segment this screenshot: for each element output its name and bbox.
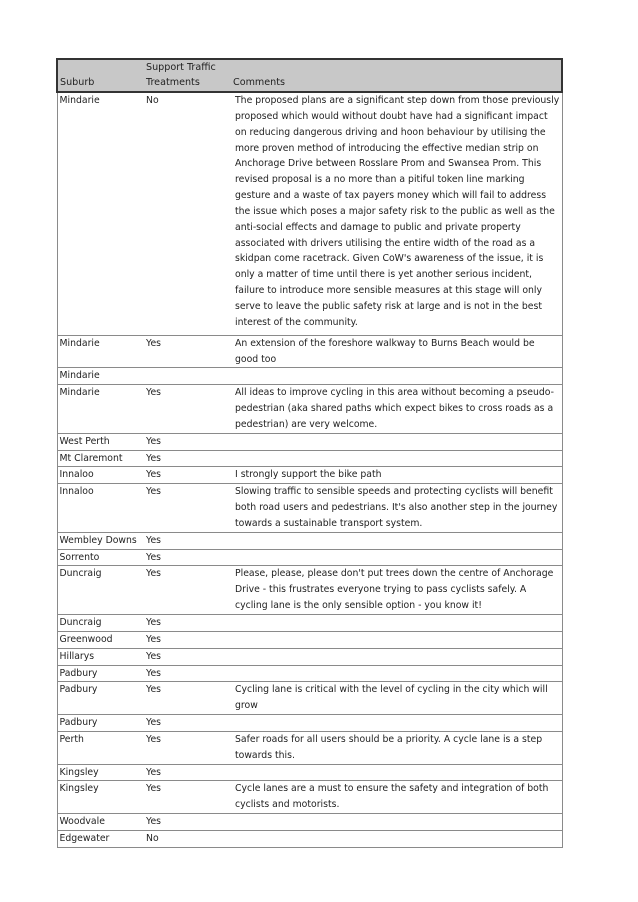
table-row — [57, 532, 562, 549]
table-row — [57, 615, 562, 632]
support-cell: Yes — [144, 450, 231, 467]
table-row — [57, 450, 562, 467]
comment-cell — [231, 615, 562, 632]
table-row — [57, 830, 562, 847]
comment-cell: Safer roads for all users should be a priority. A cycle lane is a step towards this. — [231, 731, 562, 764]
suburb-cell: Wembley Downs — [57, 532, 144, 549]
table-row — [57, 715, 562, 732]
document-page — [56, 58, 561, 848]
table-row — [57, 814, 562, 831]
suburb-cell: Woodvale — [57, 814, 144, 831]
support-cell: Yes — [144, 532, 231, 549]
suburb-cell: Padbury — [57, 665, 144, 682]
support-cell: Yes — [144, 385, 231, 434]
table-row — [57, 648, 562, 665]
support-cell: Yes — [144, 335, 231, 368]
table-row — [57, 566, 562, 615]
suburb-cell: Innaloo — [57, 484, 144, 533]
table-row — [57, 467, 562, 484]
support-cell: Yes — [144, 433, 231, 450]
support-cell: Yes — [144, 665, 231, 682]
support-cell: Yes — [144, 814, 231, 831]
suburb-cell: Kingsley — [57, 781, 144, 814]
table-body — [57, 92, 562, 847]
support-cell: Yes — [144, 549, 231, 566]
table-row — [57, 781, 562, 814]
support-cell: Yes — [144, 631, 231, 648]
suburb-cell: Sorrento — [57, 549, 144, 566]
support-cell: No — [144, 830, 231, 847]
comment-cell — [231, 715, 562, 732]
comment-cell — [231, 450, 562, 467]
comment-cell — [231, 814, 562, 831]
comment-cell — [231, 368, 562, 385]
suburb-cell: Kingsley — [57, 764, 144, 781]
support-cell — [144, 368, 231, 385]
table-row — [57, 368, 562, 385]
support-cell: Yes — [144, 764, 231, 781]
suburb-cell: Greenwood — [57, 631, 144, 648]
table-row — [57, 731, 562, 764]
support-cell: Yes — [144, 648, 231, 665]
table-row — [57, 631, 562, 648]
suburb-cell: Mindarie — [57, 368, 144, 385]
header-support: Support Traffic Treatments — [144, 59, 231, 92]
comment-cell: The proposed plans are a significant step down from those previously proposed which would without doubt have had a significant impact on reducing dangerous driving and hoon behaviour by utilising the more proven method of introducing the effective median strip on Anchorage Drive between Rosslare Prom and Swansea Prom. This revised proposal is a no more than a pitiful token line marking gesture and a waste of tax payers money which will fail to address the issue which poses a major safety risk to the public as well as the anti-social effects and damage to public and private property associated with drivers utilising the entire width of the road as a skidpan come racetrack. Given CoW's awareness of the issue, it is only a matter of time until there is yet another serious incident, failure to introduce more sensible measures at this stage will only serve to leave the public safety risk at large and is not in the best interest of the community. — [231, 92, 562, 335]
suburb-cell: Mindarie — [57, 335, 144, 368]
suburb-cell: Perth — [57, 731, 144, 764]
suburb-cell: Duncraig — [57, 566, 144, 615]
support-cell: Yes — [144, 615, 231, 632]
comment-cell: Cycle lanes are a must to ensure the safety and integration of both cyclists and motorists. — [231, 781, 562, 814]
table-row — [57, 92, 562, 335]
comment-cell: I strongly support the bike path — [231, 467, 562, 484]
suburb-cell: Edgewater — [57, 830, 144, 847]
header-comments: Comments — [231, 59, 562, 92]
suburb-cell: Mt Claremont — [57, 450, 144, 467]
table-row — [57, 665, 562, 682]
support-cell: Yes — [144, 731, 231, 764]
table-row — [57, 385, 562, 434]
table-row — [57, 484, 562, 533]
table-row — [57, 433, 562, 450]
support-cell: Yes — [144, 682, 231, 715]
support-cell: Yes — [144, 566, 231, 615]
support-cell: Yes — [144, 781, 231, 814]
suburb-cell: Padbury — [57, 682, 144, 715]
table-row — [57, 682, 562, 715]
comment-cell: An extension of the foreshore walkway to Burns Beach would be good too — [231, 335, 562, 368]
comment-cell — [231, 433, 562, 450]
suburb-cell: Innaloo — [57, 467, 144, 484]
comment-cell: Please, please, please don't put trees down the centre of Anchorage Drive - this frustrates everyone trying to pass cyclists safely. A cycling lane is the only sensible option - you know it! — [231, 566, 562, 615]
comment-cell — [231, 532, 562, 549]
comment-cell — [231, 830, 562, 847]
suburb-cell: Mindarie — [57, 92, 144, 335]
table-row — [57, 764, 562, 781]
header-suburb: Suburb — [57, 59, 144, 92]
comment-cell — [231, 549, 562, 566]
suburb-cell: Padbury — [57, 715, 144, 732]
suburb-cell: Duncraig — [57, 615, 144, 632]
support-cell: Yes — [144, 484, 231, 533]
table-header-row — [57, 59, 562, 92]
table-row — [57, 549, 562, 566]
comment-cell — [231, 665, 562, 682]
suburb-cell: Mindarie — [57, 385, 144, 434]
comment-cell: Slowing traffic to sensible speeds and protecting cyclists will benefit both road users and pedestrians. It's also another step in the journey towards a sustainable transport system. — [231, 484, 562, 533]
support-cell: Yes — [144, 715, 231, 732]
table-row — [57, 335, 562, 368]
comment-cell — [231, 631, 562, 648]
comment-cell: All ideas to improve cycling in this area without becoming a pseudo-pedestrian (aka shared paths which expect bikes to cross roads as a pedestrian) are very welcome. — [231, 385, 562, 434]
suburb-cell: Hillarys — [57, 648, 144, 665]
support-cell: No — [144, 92, 231, 335]
support-cell: Yes — [144, 467, 231, 484]
comment-cell — [231, 764, 562, 781]
submissions-table — [56, 58, 563, 848]
suburb-cell: West Perth — [57, 433, 144, 450]
comment-cell: Cycling lane is critical with the level of cycling in the city which will grow — [231, 682, 562, 715]
comment-cell — [231, 648, 562, 665]
